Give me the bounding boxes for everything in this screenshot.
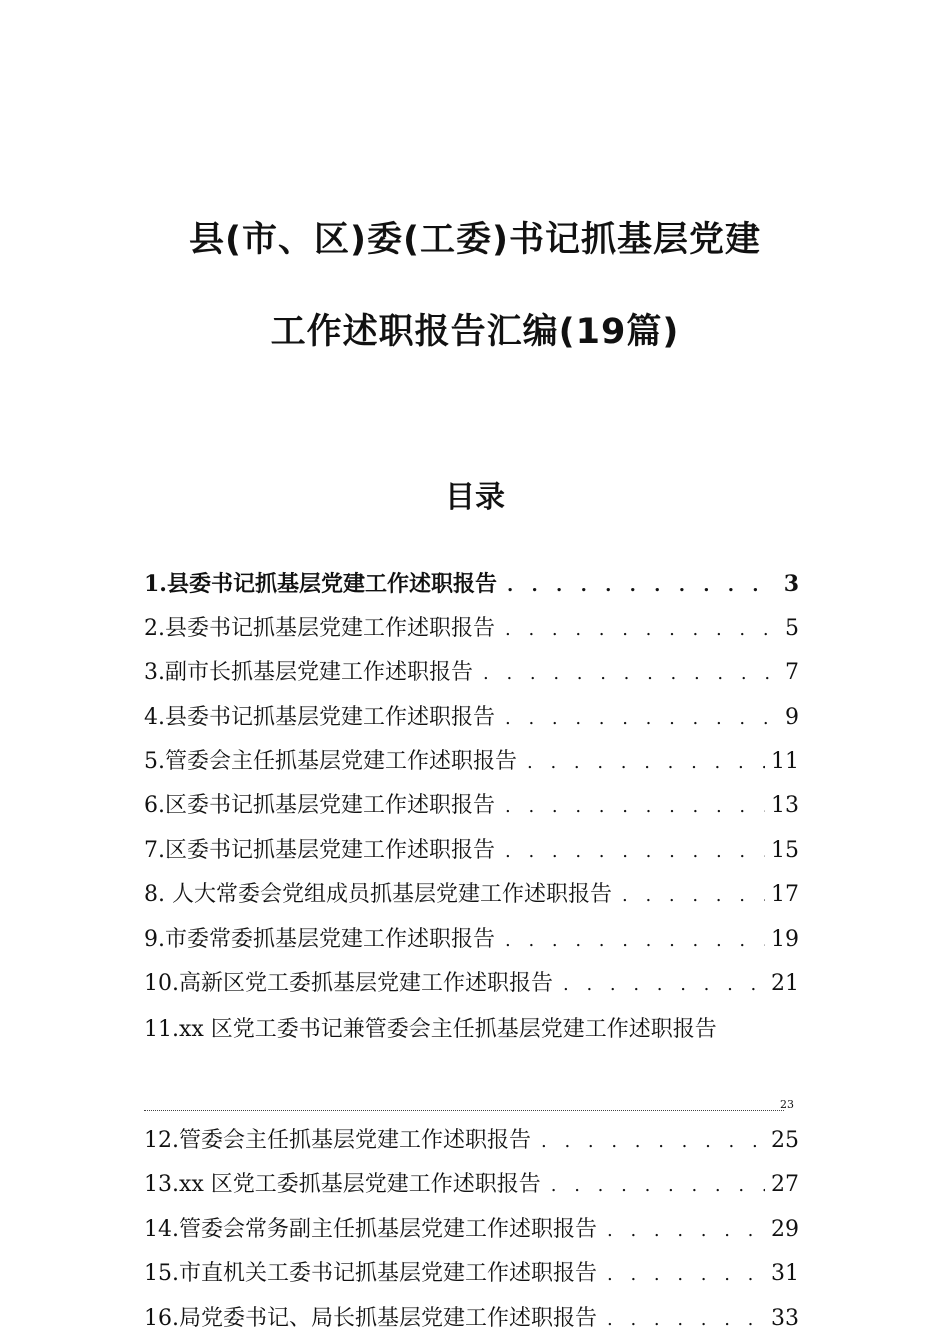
toc-entry-title: 9.市委常委抓基层党建工作述职报告 (144, 927, 495, 952)
toc-entry[interactable] (144, 1124, 799, 1158)
toc-entry-title: 13.xx 区党工委抓基层党建工作述职报告 (144, 1172, 541, 1197)
toc-entry[interactable] (144, 1257, 799, 1291)
toc-entry[interactable] (144, 1302, 799, 1336)
toc-entry[interactable] (144, 834, 799, 868)
toc-entry[interactable] (144, 567, 799, 601)
toc-entry-page: 13 (771, 793, 799, 818)
toc-entry[interactable] (144, 1168, 799, 1202)
toc-leader (495, 613, 779, 647)
toc-entry[interactable] (144, 923, 799, 957)
toc-leader (144, 1096, 784, 1111)
toc-entry-title: 6.区委书记抓基层党建工作述职报告 (144, 793, 495, 818)
toc-entry-page: 33 (771, 1306, 799, 1331)
toc-entry-page: 27 (771, 1172, 799, 1197)
toc-leader (531, 1125, 765, 1159)
toc-entry-title: 2.县委书记抓基层党建工作述职报告 (144, 616, 495, 641)
toc-entry-page: 17 (771, 882, 799, 907)
toc-leader (517, 746, 765, 780)
document-title-line-1: 县(市、区)委(工委)书记抓基层党建 (189, 220, 761, 260)
toc-entry[interactable] (144, 967, 799, 1001)
toc-entry-title: 12.管委会主任抓基层党建工作述职报告 (144, 1128, 531, 1153)
toc-entry-title: 16.局党委书记、局长抓基层党建工作述职报告 (144, 1306, 597, 1331)
toc-entry-page: 9 (785, 705, 799, 730)
toc-leader (495, 702, 779, 736)
toc-leader (597, 1258, 765, 1292)
table-of-contents (144, 0, 804, 1344)
toc-entry-page: 5 (785, 616, 799, 641)
toc-entry[interactable] (144, 701, 799, 735)
toc-leader (495, 835, 765, 869)
toc-entry[interactable] (144, 1213, 799, 1247)
toc-entry-title: 10.高新区党工委抓基层党建工作述职报告 (144, 971, 553, 996)
toc-leader (497, 569, 778, 603)
toc-entry-title: 4.县委书记抓基层党建工作述职报告 (144, 705, 495, 730)
toc-entry-page: 31 (771, 1261, 799, 1286)
toc-entry-page: 21 (771, 971, 799, 996)
toc-leader (495, 924, 765, 958)
toc-heading: 目录 (445, 480, 505, 515)
document-title-line-2: 工作述职报告汇编(19篇) (270, 312, 680, 352)
toc-entry[interactable] (144, 878, 799, 912)
toc-entry-title: 14.管委会常务副主任抓基层党建工作述职报告 (144, 1217, 597, 1242)
toc-entry-page: 3 (783, 571, 799, 597)
toc-entry-page: 11 (771, 749, 799, 774)
toc-entry[interactable] (144, 656, 799, 690)
toc-leader (597, 1214, 765, 1248)
toc-entry-page: 23 (780, 1098, 794, 1111)
toc-entry-title: 5.管委会主任抓基层党建工作述职报告 (144, 749, 517, 774)
toc-entry[interactable] (144, 612, 799, 646)
toc-entry-title: 3.副市长抓基层党建工作述职报告 (144, 660, 473, 685)
toc-entry-wrapped-title[interactable]: 11.xx 区党工委书记兼管委会主任抓基层党建工作述职报告 (144, 1017, 717, 1042)
toc-leader (473, 657, 779, 691)
toc-leader (553, 968, 765, 1002)
toc-entry-page: 29 (771, 1217, 799, 1242)
toc-entry-page: 25 (771, 1128, 799, 1153)
toc-entry-title: 1.县委书记抓基层党建工作述职报告 (144, 571, 497, 597)
toc-entry[interactable] (144, 789, 799, 823)
toc-entry-page: 19 (771, 927, 799, 952)
toc-entry-page: 7 (785, 660, 799, 685)
toc-leader (541, 1169, 765, 1203)
toc-leader (597, 1303, 765, 1337)
toc-entry-title: 15.市直机关工委书记抓基层党建工作述职报告 (144, 1261, 597, 1286)
toc-entry-title: 7.区委书记抓基层党建工作述职报告 (144, 838, 495, 863)
toc-leader (495, 790, 765, 824)
toc-entry[interactable] (144, 745, 799, 779)
toc-leader (612, 879, 765, 913)
toc-entry-page: 15 (771, 838, 799, 863)
toc-entry-title: 8. 人大常委会党组成员抓基层党建工作述职报告 (144, 882, 612, 907)
